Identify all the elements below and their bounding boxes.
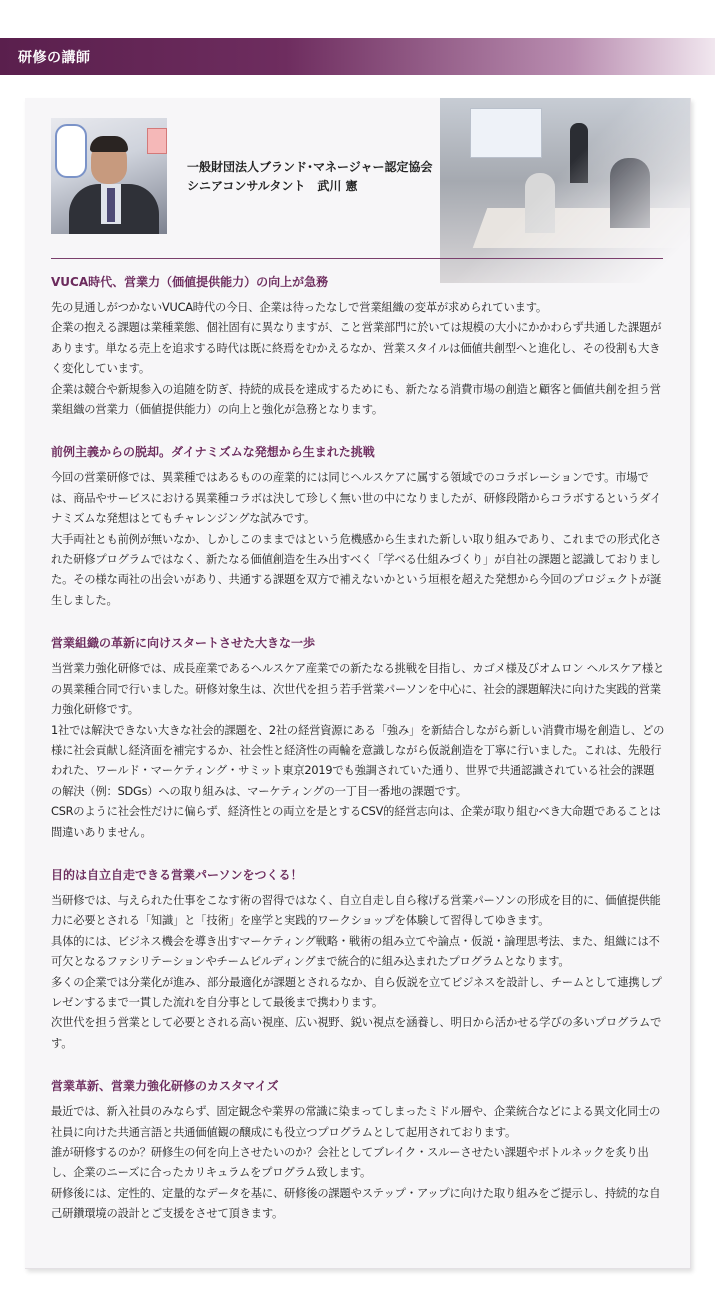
section-heading: 前例主義からの脱却。ダイナミズムな発想から生まれた挑戦: [51, 445, 375, 460]
paragraph: 当営業力強化研修では、成長産業であるヘルスケア産業での新たなる挑戦を目指し、カゴメ様及びオムロン ヘルスケア様との異業種合同で行いました。研修対象生は、次世代を担う若手営業パーソンを中心に、社会的課題解決に向けた実践的営業力強化研修です。: [51, 662, 665, 717]
section-heading: 営業組織の革新に向けスタートさせた大きな一歩: [51, 636, 316, 651]
divider: [51, 258, 663, 259]
section-innovation: [51, 633, 665, 843]
section-dynamism: [51, 442, 665, 611]
paragraph: 誰が研修するのか？研修生の何を向上させたいのか？会社としてブレイク・スルーさせたい課題やボトルネックを炙り出し、企業のニーズに合ったカリキュラムをプログラム致します。: [51, 1146, 649, 1180]
instructor-role-name: シニアコンサルタント 武川 憲: [187, 179, 358, 193]
paragraph: 多くの企業では分業化が進み、部分最適化が課題とされるなか、自ら仮説を立てビジネスを設計し、チームとして連携しプレゼンするまで一貫した流れを自分事として最後まで携わります。: [51, 975, 662, 1009]
instructor-portrait: [51, 118, 167, 234]
paragraph: 企業は競合や新規参入の追随を防ぎ、持続的成長を達成するためにも、新たなる消費市場の創造と顧客と価値共創を担う営業組織の営業力（価値提供能力）の向上と強化が急務となります。: [51, 382, 661, 417]
paragraph: 当研修では、与えられた仕事をこなす術の習得ではなく、自立自走し自ら稼げる営業パーソンの形成を目的に、価値提供能力に必要とされる「知識」と「技術」を座学と実践的ワークショップを体験して習得してゆきます。: [51, 893, 661, 928]
paragraph: 具体的には、ビジネス機会を導き出すマーケティング戦略・戦術の組み立てや論点・仮説・論理思考法、また、組織には不可欠となるファシリテーションやチームビルディングまで統合的に組み込まれたプログラムとなります。: [51, 934, 660, 969]
paragraph: 今回の営業研修では、異業種ではあるものの産業的には同じヘルスケアに属する領域でのコラボレーションです。市場では、商品やサービスにおける異業種コラボは決して珍しく無い世の中になりましたが、研修段階からコラボするというダイナミズムな発想はとてもチャレンジングな試みです。: [51, 471, 662, 526]
section-heading: 営業革新、営業力強化研修のカスタマイズ: [51, 1079, 279, 1094]
instructor-info: [187, 158, 433, 196]
paragraph: 最近では、新入社員のみならず、固定観念や業界の常識に染まってしまったミドル層や、企業統合などによる異文化同士の社員に向けた共通言語と共通価値観の醸成にも役立つプログラムとして起用されております。: [51, 1105, 661, 1139]
section-purpose: [51, 865, 665, 1054]
paragraph: 次世代を担う営業として必要とされる高い視座、広い視野、鋭い視点を涵養し、明日から活かせる学びの多いプログラムです。: [51, 1016, 662, 1050]
section-title: 研修の講師: [18, 50, 91, 66]
paragraph: 大手両社とも前例が無いなか、しかしこのままではという危機感から生まれた新しい取り組みであり、これまでの形式化された研修プログラムではなく、新たなる価値創造を生み出すべく「学べる仕組みづくり」が自社の課題と認識しておりました。その様な両社の出会いがあり、共通する課題を双方で補えないかという垣根を超えた発想から今回のプロジェクトが誕生しました。: [51, 532, 662, 607]
paragraph: 企業の抱える課題は業種業態、個社固有に異なりますが、こと営業部門に於いては規模の大小にかかわらず共通した課題があります。単なる売上を追求する時代は既に終焉をむかえるなか、営業スタイルは価値共創型へと進化し、その役割も大きく変化しています。: [51, 321, 662, 376]
section-header-bar: [0, 38, 715, 75]
paragraph: 1社では解決できない大きな社会的課題を、2社の経営資源にある「強み」を新結合しながら新しい消費市場を創造し、どの様に社会貢献し経済面を補完するか、社会性と経済性の両輪を意識しながら仮説創造を丁寧に行いました。これは、先般行われた、ワールド・マーケティング・サミット東京2019でも強調されていた通り、世界で共通認識されている社会的課題の解決（例：SDGs）への取り組みは、マーケティングの一丁目一番地の課題です。: [51, 723, 665, 798]
section-customize: [51, 1076, 665, 1224]
paragraph: CSRのように社会性だけに偏らず、経済性との両立を是とするCSV的経営志向は、企業が取り組むべき大命題であることは間違いありません。: [51, 805, 661, 839]
article-body: [51, 272, 665, 1247]
paragraph: 研修後には、定性的、定量的なデータを基に、研修後の課題やステップ・アップに向けた取り組みをご提示し、持続的な自己研鑽環境の設計とご支援をさせて頂きます。: [51, 1186, 661, 1221]
instructor-panel: [25, 98, 691, 1269]
seminar-photo: [440, 98, 690, 283]
section-vuca: [51, 272, 665, 420]
paragraph: 先の見通しがつかないVUCA時代の今日、企業は待ったなしで営業組織の変革が求められています。: [51, 301, 547, 314]
instructor-organization: 一般財団法人ブランド･マネージャー認定協会: [187, 160, 433, 174]
section-heading: VUCA時代、営業力（価値提供能力）の向上が急務: [51, 275, 329, 289]
section-heading: 目的は自立自走できる営業パーソンをつくる！: [51, 867, 303, 882]
